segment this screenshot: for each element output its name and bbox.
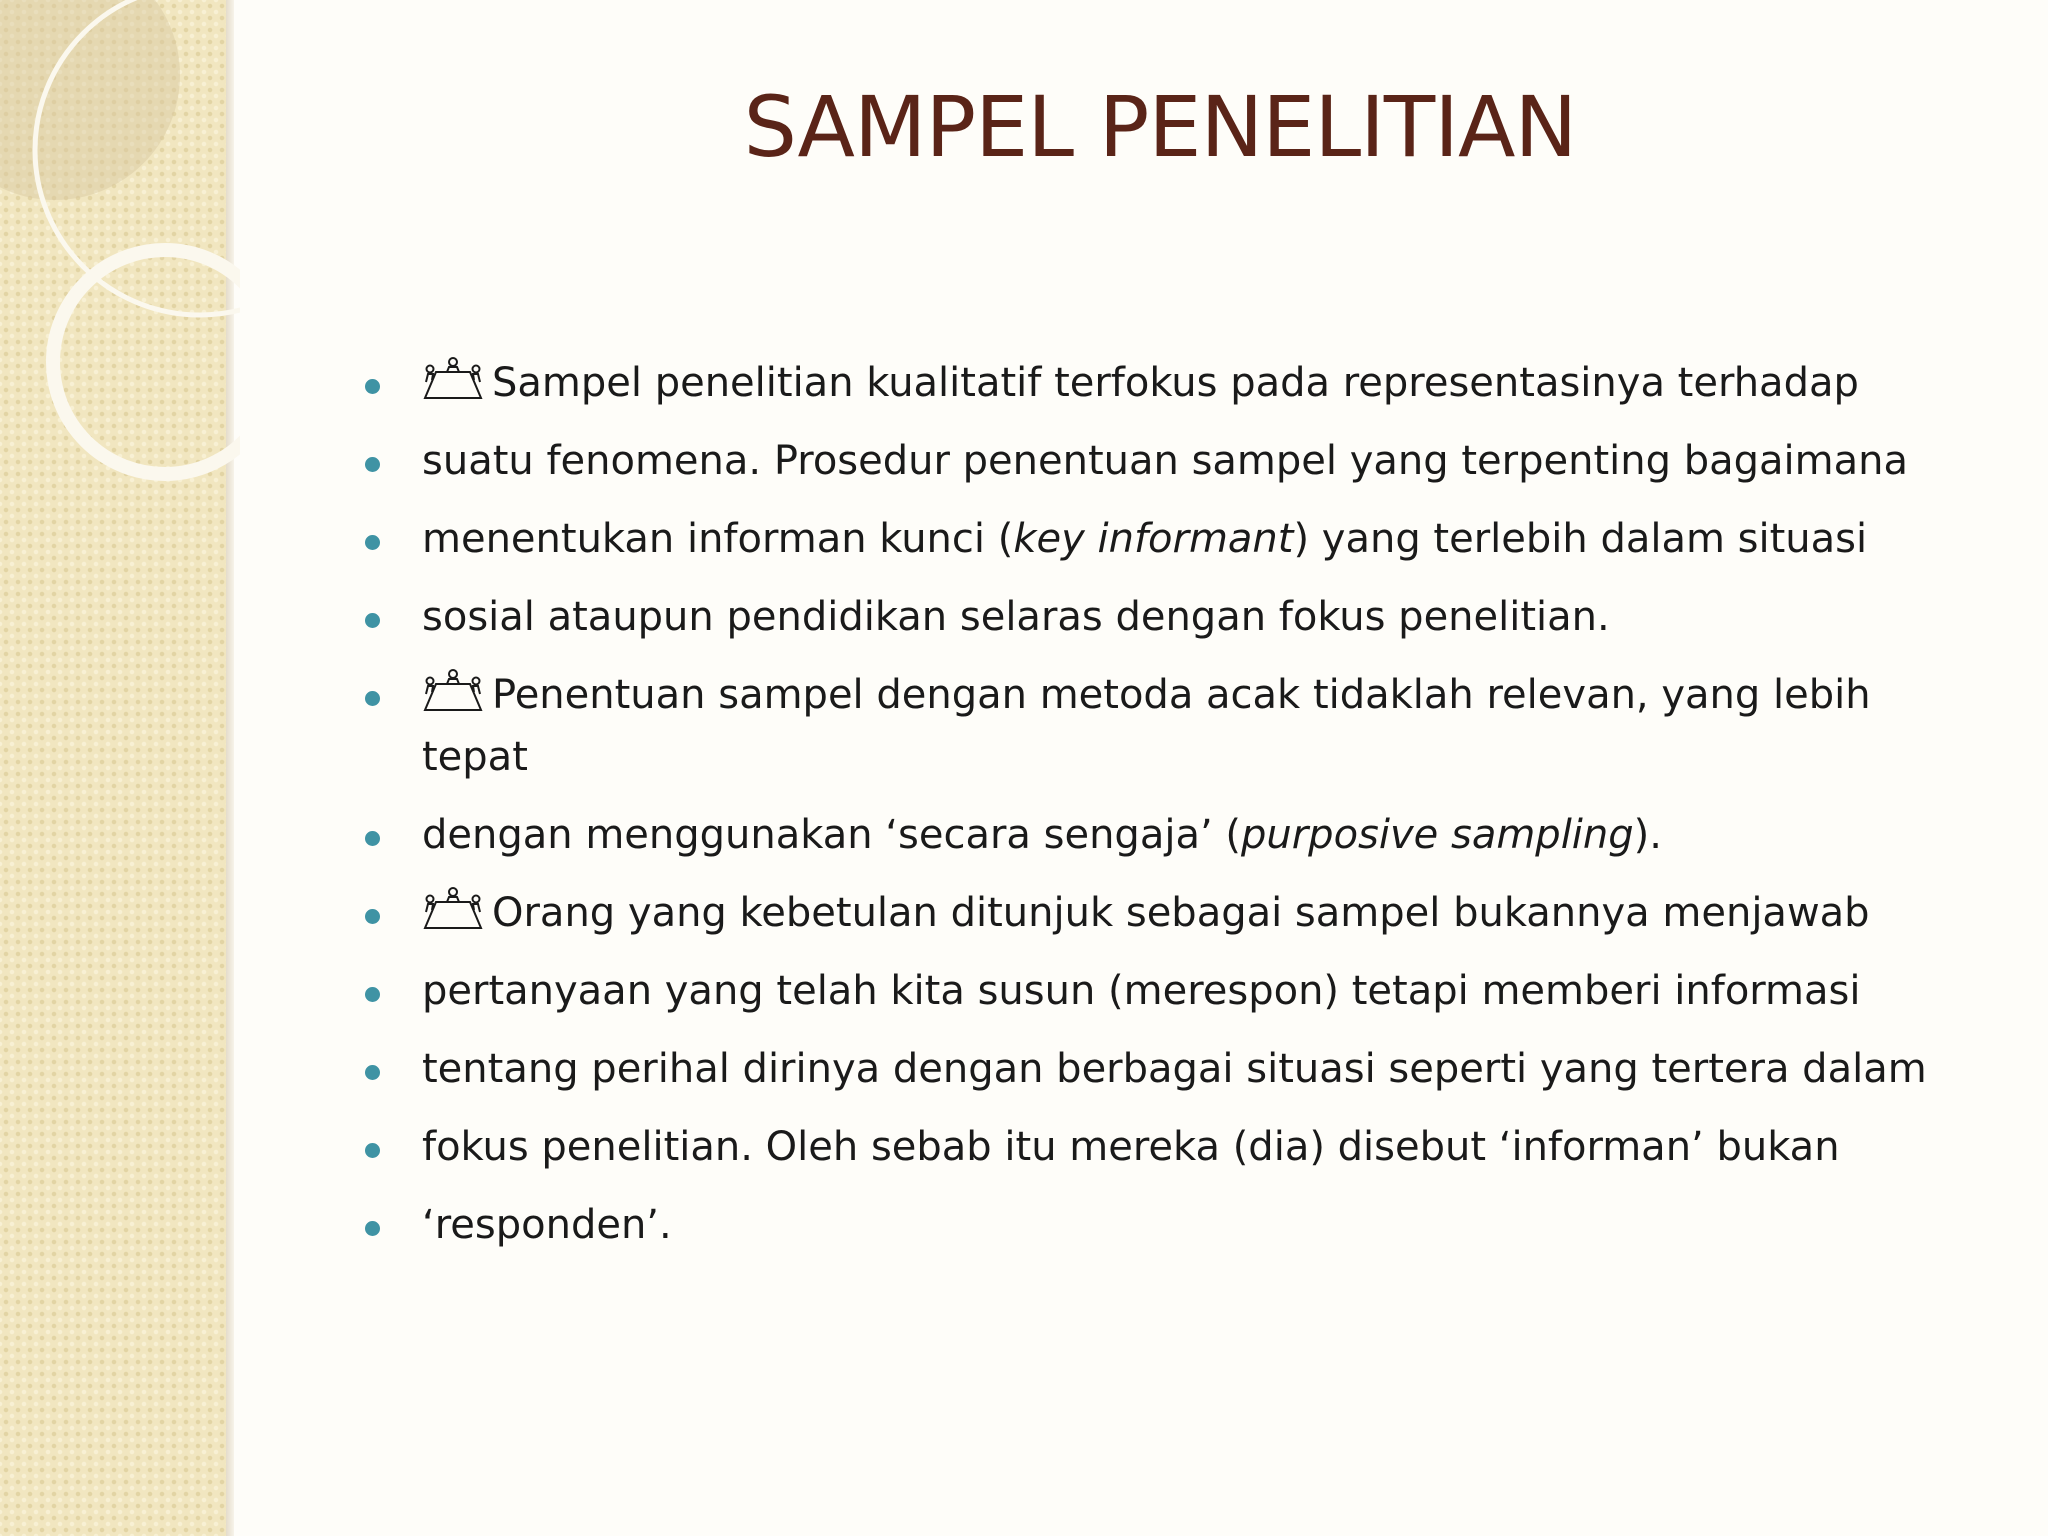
bullet-dot <box>365 987 380 1002</box>
bullet-item <box>355 1116 1955 1178</box>
bullet-text-part: dengan menggunakan ‘secara sengaja’ ( <box>422 812 1241 858</box>
bullet-dot <box>365 691 380 706</box>
bullet-item <box>355 352 1955 414</box>
bullet-text: suatu fenomena. Prosedur penentuan sampel yang terpenting bagaimana <box>422 438 1908 484</box>
bullet-dot <box>365 379 380 394</box>
bullet-item <box>355 586 1955 648</box>
bullet-item <box>355 1038 1955 1100</box>
bullet-dot <box>365 457 380 472</box>
decorative-ring-small <box>53 250 240 474</box>
bullet-item <box>355 508 1955 570</box>
bullet-text: tentang perihal dirinya dengan berbagai situasi seperti yang tertera dalam <box>422 1046 1927 1092</box>
bullet-dot <box>365 535 380 550</box>
bullet-dot <box>365 1065 380 1080</box>
bullet-text: Penentuan sampel dengan metoda acak tidaklah relevan, yang lebih tepat <box>422 672 1871 780</box>
bullet-text-part: ). <box>1633 812 1662 858</box>
decorative-circles <box>0 0 240 520</box>
bullet-item <box>355 664 1955 788</box>
bullet-italic-term: purposive sampling <box>1240 812 1634 858</box>
bullet-text: Sampel penelitian kualitatif terfokus pada representasinya terhadap <box>492 360 1859 406</box>
bullet-item <box>355 882 1955 944</box>
bullet-text: sosial ataupun pendidikan selaras dengan fokus penelitian. <box>422 594 1610 640</box>
people-icon <box>422 886 484 930</box>
bullet-dot <box>365 1143 380 1158</box>
bullet-text-part: menentukan informan kunci ( <box>422 516 1014 562</box>
bullet-dot <box>365 909 380 924</box>
bullet-item <box>355 1194 1955 1256</box>
people-icon <box>422 668 484 712</box>
bullet-text: pertanyaan yang telah kita susun (merespon) tetapi memberi informasi <box>422 968 1861 1014</box>
bullet-italic-term: key informant <box>1013 516 1294 562</box>
bullet-item <box>355 960 1955 1022</box>
people-icon <box>422 356 484 400</box>
bullet-item <box>355 804 1955 866</box>
bullet-text: fokus penelitian. Oleh sebab itu mereka (dia) disebut ‘informan’ bukan <box>422 1124 1840 1170</box>
bullet-dot <box>365 613 380 628</box>
bullet-text-part: ) yang terlebih dalam situasi <box>1293 516 1868 562</box>
bullet-list <box>355 352 1955 1272</box>
bullet-dot <box>365 1221 380 1236</box>
slide-title: SAMPEL PENELITIAN <box>743 78 1577 176</box>
bullet-text: ‘responden’. <box>422 1202 672 1248</box>
bullet-dot <box>365 831 380 846</box>
bullet-text: Orang yang kebetulan ditunjuk sebagai sampel bukannya menjawab <box>492 890 1870 936</box>
bullet-item <box>355 430 1955 492</box>
